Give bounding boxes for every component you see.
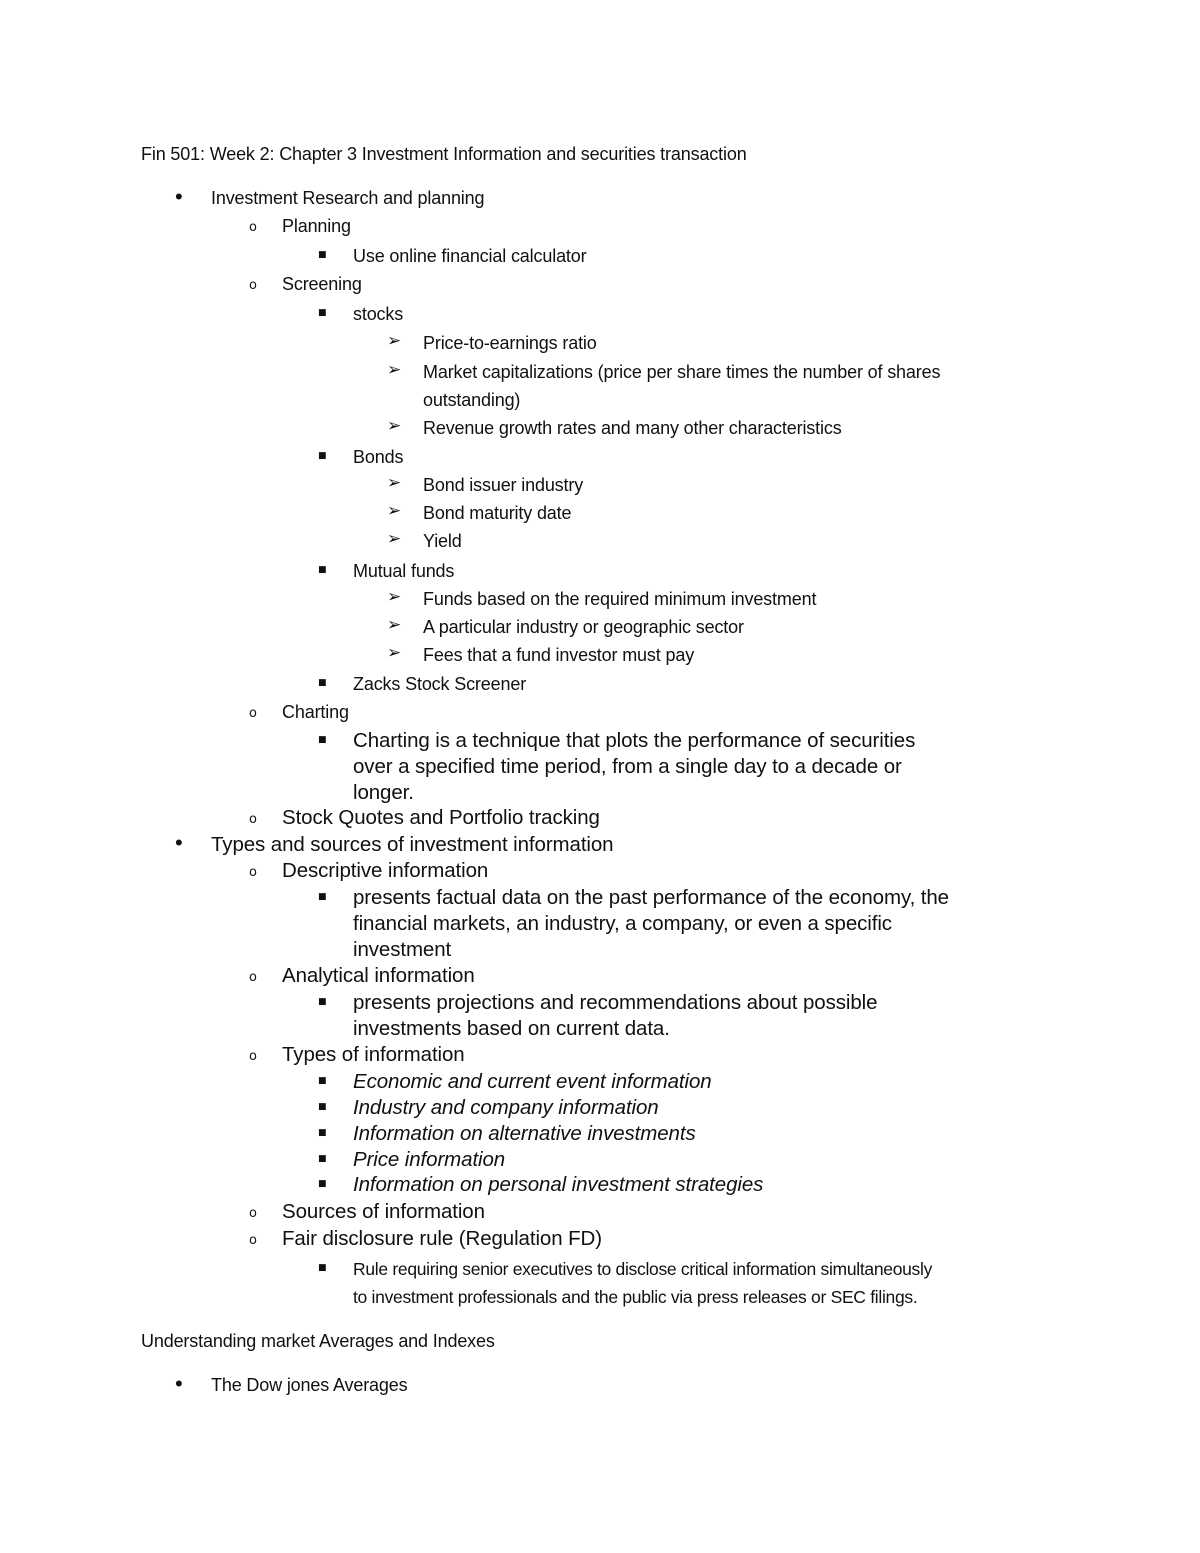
list-item: Types and sources of investment information	[211, 833, 614, 856]
list-item: Revenue growth rates and many other characteristics	[423, 418, 842, 438]
list-item: Stock Quotes and Portfolio tracking	[282, 806, 600, 829]
bullet-square-icon: ■	[318, 997, 327, 1007]
list-item-continuation: financial markets, an industry, a company, or even a specific	[353, 912, 892, 935]
bullet-disc-icon: •	[175, 830, 183, 855]
list-item: presents factual data on the past performance of the economy, the	[353, 886, 949, 909]
arrow-bullet-icon: ➢	[387, 615, 402, 635]
bullet-square-icon: ■	[318, 1179, 327, 1189]
list-item: Economic and current event information	[353, 1070, 712, 1093]
bullet-circle-icon: o	[249, 812, 257, 827]
arrow-bullet-icon: ➢	[387, 416, 402, 436]
bullet-circle-icon: o	[249, 970, 257, 985]
bullet-square-icon: ■	[318, 1263, 327, 1273]
list-item: Yield	[423, 531, 462, 551]
bullet-circle-icon: o	[249, 278, 257, 293]
list-item: presents projections and recommendations about possible	[353, 991, 878, 1014]
bullet-square-icon: ■	[318, 250, 327, 260]
bullet-square-icon: ■	[318, 1128, 327, 1138]
bullet-circle-icon: o	[249, 865, 257, 880]
bullet-disc-icon: •	[175, 1371, 183, 1396]
arrow-bullet-icon: ➢	[387, 587, 402, 607]
list-item: A particular industry or geographic sector	[423, 617, 744, 637]
bullet-square-icon: ■	[318, 1076, 327, 1086]
arrow-bullet-icon: ➢	[387, 473, 402, 493]
arrow-bullet-icon: ➢	[387, 501, 402, 521]
list-item-continuation: investments based on current data.	[353, 1017, 670, 1040]
list-item: Industry and company information	[353, 1096, 659, 1119]
list-item: Descriptive information	[282, 859, 489, 882]
list-item-continuation: to investment professionals and the public via press releases or SEC filings.	[353, 1287, 918, 1307]
list-item: Charting is a technique that plots the performance of securities	[353, 729, 916, 752]
list-item: Investment Research and planning	[211, 188, 485, 208]
list-item: Fair disclosure rule (Regulation FD)	[282, 1227, 602, 1250]
bullet-circle-icon: o	[249, 1206, 257, 1221]
bullet-square-icon: ■	[318, 678, 327, 688]
list-item-continuation: longer.	[353, 781, 414, 804]
list-item: Mutual funds	[353, 561, 455, 581]
list-item: Sources of information	[282, 1200, 485, 1223]
bullet-circle-icon: o	[249, 1233, 257, 1248]
list-item: Funds based on the required minimum investment	[423, 589, 817, 609]
bullet-circle-icon: o	[249, 1049, 257, 1064]
list-item: Planning	[282, 216, 351, 236]
document-title: Fin 501: Week 2: Chapter 3 Investment Information and securities transaction	[141, 144, 747, 164]
list-item: Information on personal investment strategies	[353, 1173, 764, 1196]
bullet-square-icon: ■	[318, 565, 327, 575]
bullet-disc-icon: •	[175, 184, 183, 209]
list-item: Bonds	[353, 447, 404, 467]
bullet-square-icon: ■	[318, 1102, 327, 1112]
section-heading: Understanding market Averages and Indexes	[141, 1331, 495, 1351]
list-item: The Dow jones Averages	[211, 1375, 408, 1395]
list-item: Use online financial calculator	[353, 246, 587, 266]
list-item: Price information	[353, 1148, 506, 1171]
list-item-continuation: investment	[353, 938, 452, 961]
bullet-square-icon: ■	[318, 451, 327, 461]
list-item: Price-to-earnings ratio	[423, 333, 597, 353]
list-item: stocks	[353, 304, 404, 324]
list-item: Charting	[282, 702, 349, 722]
bullet-square-icon: ■	[318, 1154, 327, 1164]
bullet-square-icon: ■	[318, 735, 327, 745]
bullet-circle-icon: o	[249, 706, 257, 721]
list-item: Fees that a fund investor must pay	[423, 645, 695, 665]
list-item: Market capitalizations (price per share times the number of shares	[423, 362, 941, 382]
arrow-bullet-icon: ➢	[387, 360, 402, 380]
arrow-bullet-icon: ➢	[387, 643, 402, 663]
list-item: Rule requiring senior executives to disclose critical information simultaneously	[353, 1259, 933, 1279]
list-item: Zacks Stock Screener	[353, 674, 527, 694]
list-item: Information on alternative investments	[353, 1122, 696, 1145]
list-item-continuation: outstanding)	[423, 390, 521, 410]
bullet-circle-icon: o	[249, 220, 257, 235]
list-item: Analytical information	[282, 964, 475, 987]
arrow-bullet-icon: ➢	[387, 529, 402, 549]
list-item: Screening	[282, 274, 362, 294]
arrow-bullet-icon: ➢	[387, 331, 402, 351]
list-item: Types of information	[282, 1043, 465, 1066]
list-item: Bond issuer industry	[423, 475, 584, 495]
bullet-square-icon: ■	[318, 892, 327, 902]
list-item: Bond maturity date	[423, 503, 572, 523]
bullet-square-icon: ■	[318, 308, 327, 318]
list-item-continuation: over a specified time period, from a single day to a decade or	[353, 755, 902, 778]
